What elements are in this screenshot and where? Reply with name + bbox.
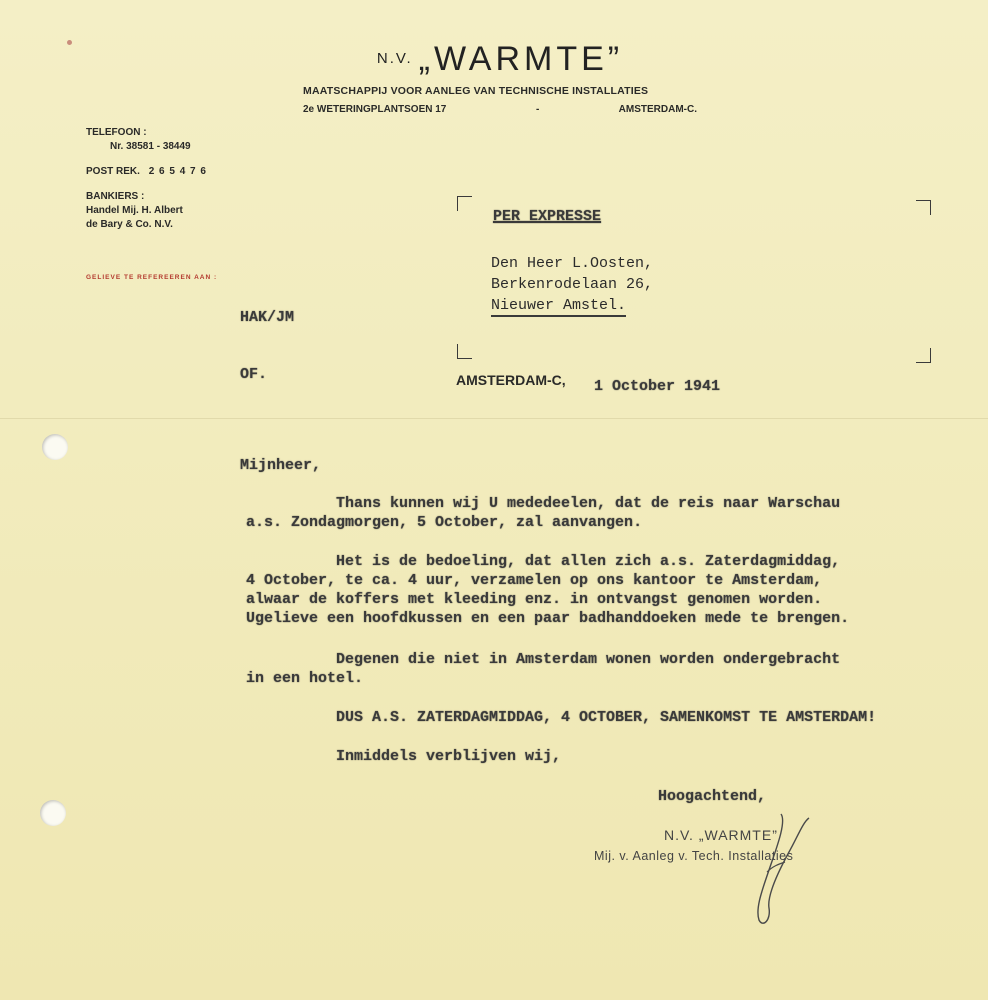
window-corner-top-right (916, 200, 931, 215)
paragraph-1-line-2: a.s. Zondagmorgen, 5 October, zal aanvangen. (246, 514, 643, 531)
recipient-name: Den Heer L.Oosten, (491, 255, 654, 272)
reference-label: GELIEVE TE REFEREEREN AAN : (86, 274, 218, 281)
paragraph-2-line-2: 4 October, te ca. 4 uur, verzamelen op ons kantoor te Amsterdam, (246, 572, 823, 589)
closing-company: N.V. „WARMTE” (664, 827, 778, 843)
reference-code-line1: HAK/JM (240, 309, 295, 326)
bankiers-label: BANKIERS : (86, 191, 145, 202)
address-separator: - (536, 104, 540, 115)
paragraph-1-line-1: Thans kunnen wij U mededeelen, dat de reis naar Warschau (336, 495, 841, 512)
window-corner-bottom-left (457, 344, 472, 359)
letterhead-prefix: N.V. (376, 50, 413, 67)
paragraph-3-line-2: in een hotel. (246, 670, 364, 687)
reference-code (240, 270, 294, 422)
salutation: Mijnheer, (240, 457, 322, 474)
recipient-street: Berkenrodelaan 26, (491, 276, 654, 293)
paragraph-2-line-3: alwaar de koffers met kleeding enz. in ontvangst genomen worden. (246, 591, 823, 608)
handwritten-signature (745, 812, 815, 932)
company-city: AMSTERDAM-C. (618, 104, 697, 115)
punch-hole-top (42, 434, 68, 460)
paper-stain (67, 40, 72, 45)
closing-company-full: Mij. v. Aanleg v. Tech. Installaties (594, 849, 794, 863)
postrek-block (86, 165, 207, 179)
bankiers-block (86, 190, 183, 232)
paragraph-4-emphasis: DUS A.S. ZATERDAGMIDDAG, 4 OCTOBER, SAMENKOMST TE AMSTERDAM! (336, 709, 877, 726)
letterhead-subtitle: MAATSCHAPPIJ VOOR AANLEG VAN TECHNISCHE INSTALLATIES (303, 85, 649, 97)
postrek-label: POST REK. (86, 166, 140, 177)
postrek-value: 2 6 5 4 7 6 (148, 166, 207, 177)
paragraph-5-closing-line: Inmiddels verblijven wij, (336, 748, 562, 765)
company-name: „WARMTE” (418, 40, 624, 78)
letterhead-title (300, 40, 700, 79)
paper-fold-line (0, 418, 988, 419)
bankiers-line2: de Bary & Co. N.V. (86, 219, 173, 230)
reference-code-line2: OF. (240, 366, 268, 383)
telefoon-label: TELEFOON : (86, 127, 147, 138)
company-street: 2e WETERINGPLANTSOEN 17 (303, 104, 447, 115)
window-corner-top-left (457, 196, 472, 211)
telefoon-block (86, 126, 191, 154)
paragraph-2-line-1: Het is de bedoeling, dat allen zich a.s. Zaterdagmiddag, (336, 553, 841, 570)
paragraph-3-line-1: Degenen die niet in Amsterdam wonen worden ondergebracht (336, 651, 841, 668)
bankiers-line1: Handel Mij. H. Albert (86, 205, 183, 216)
closing-greeting: Hoogachtend, (658, 788, 767, 805)
recipient-city: Nieuwer Amstel. (491, 295, 626, 316)
telefoon-value: Nr. 38581 - 38449 (110, 141, 191, 152)
delivery-note: PER EXPRESSE (493, 208, 602, 225)
punch-hole-bottom (40, 800, 66, 826)
window-corner-bottom-right (916, 348, 931, 363)
paragraph-2-line-4: Ugelieve een hoofdkussen en een paar badhanddoeken mede te brengen. (246, 610, 850, 627)
date-place: AMSTERDAM-C, (456, 372, 566, 388)
letter-date: 1 October 1941 (594, 378, 721, 395)
